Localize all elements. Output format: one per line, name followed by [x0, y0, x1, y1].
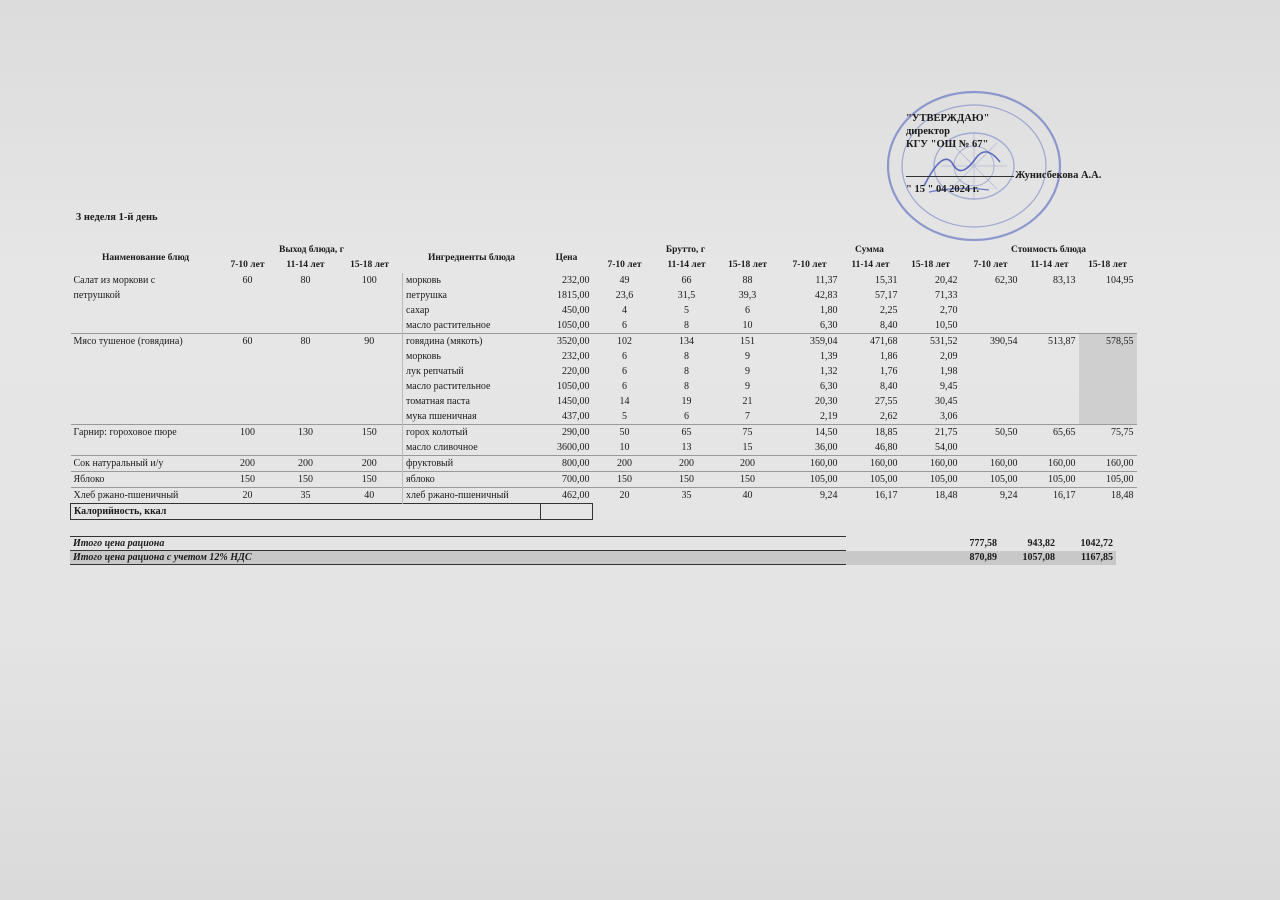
price-cell: 450,00: [562, 305, 590, 316]
sum-cell: 15,31: [875, 275, 898, 286]
brutto-cell: 10: [742, 320, 753, 331]
table-row: [71, 364, 1137, 379]
cost-cell: 105,00: [1079, 472, 1137, 488]
cost-cell: [1079, 394, 1137, 409]
yield-cell: 90: [337, 334, 403, 350]
brutto-cell: 200: [593, 456, 657, 472]
subheader-age: 7-10 лет: [607, 260, 642, 270]
brutto-cell: 8: [684, 366, 689, 377]
yield-cell: 200: [221, 456, 275, 472]
ingredient-cell: хлеб ржано-пшеничный: [403, 488, 541, 504]
sum-cell: 3,06: [940, 411, 958, 422]
table-row: [71, 288, 1137, 303]
brutto-cell: 39,3: [738, 290, 757, 301]
sum-cell: 471,68: [841, 334, 901, 350]
sum-cell: 71,33: [935, 290, 958, 301]
cost-cell: [1079, 318, 1137, 334]
signature-line: [906, 176, 1014, 177]
subheader-age: 15-18 лет: [350, 260, 389, 270]
sum-cell: 30,45: [935, 396, 958, 407]
brutto-cell: 151: [717, 334, 779, 350]
price-cell: 1050,00: [557, 320, 590, 331]
table-row: [71, 440, 1137, 456]
total-value: 777,58: [969, 538, 997, 549]
ingredient-cell: сахар: [403, 303, 541, 318]
yield-cell: 35: [275, 488, 337, 504]
header-sum: Сумма: [855, 245, 884, 255]
cost-cell: 160,00: [1021, 456, 1079, 472]
sum-cell: 8,40: [880, 381, 898, 392]
yield-cell: [275, 349, 337, 364]
brutto-cell: 5: [622, 411, 627, 422]
brutto-cell: 7: [745, 411, 750, 422]
dish-name-cell: петрушкой: [73, 290, 121, 301]
subheader-age: 15-18 лет: [728, 260, 767, 270]
subheader-age: 11-14 лет: [1030, 260, 1069, 270]
total-vat-value: 1167,85: [1058, 551, 1116, 565]
brutto-cell: 88: [742, 275, 753, 286]
cost-cell: [1021, 440, 1079, 456]
brutto-cell: 15: [742, 442, 753, 453]
table-row: [71, 303, 1137, 318]
cost-cell: [961, 394, 1021, 409]
ingredient-cell: морковь: [403, 273, 541, 288]
total-spacer: [846, 537, 942, 551]
yield-cell: [221, 364, 275, 379]
sum-cell: 21,75: [901, 425, 961, 441]
yield-cell: 150: [337, 425, 403, 441]
ingredient-cell: говядина (мякоть): [403, 334, 541, 350]
dish-name-cell: Сок натуральный и/у: [71, 456, 221, 472]
price-cell: 3600,00: [557, 442, 590, 453]
sum-cell: 10,50: [935, 320, 958, 331]
calories-label: Калорийность, ккал: [71, 504, 541, 520]
brutto-cell: 9: [745, 381, 750, 392]
sum-cell: 54,00: [935, 442, 958, 453]
week-title: 3 неделя 1-й день: [76, 212, 158, 223]
subheader-age: 7-10 лет: [792, 260, 827, 270]
yield-cell: 100: [361, 275, 377, 286]
approval-block: [906, 112, 989, 151]
yield-cell: 20: [221, 488, 275, 504]
brutto-cell: 75: [717, 425, 779, 441]
brutto-cell: 200: [717, 456, 779, 472]
sum-cell: 6,30: [820, 320, 838, 331]
brutto-cell: 40: [717, 488, 779, 504]
table-row: [71, 394, 1137, 409]
cost-cell: 83,13: [1053, 275, 1076, 286]
sum-cell: 20,42: [935, 275, 958, 286]
brutto-cell: 23,6: [615, 290, 634, 301]
total-vat-spacer: [846, 551, 942, 565]
price-cell: 220,00: [562, 366, 590, 377]
yield-cell: [221, 303, 275, 318]
cost-cell: [1079, 303, 1137, 318]
dish-name-cell: [71, 394, 221, 409]
table-row: [71, 349, 1137, 364]
sum-cell: 2,19: [820, 411, 838, 422]
sum-cell: 2,70: [940, 305, 958, 316]
cost-cell: [1021, 349, 1079, 364]
subheader-age: 7-10 лет: [973, 260, 1008, 270]
table-row: [71, 334, 1137, 350]
ingredient-cell: лук репчатый: [403, 364, 541, 379]
yield-cell: 80: [275, 334, 337, 350]
cost-cell: [1079, 364, 1137, 379]
cost-cell: [1021, 318, 1079, 334]
yield-cell: [221, 349, 275, 364]
yield-cell: [337, 364, 403, 379]
yield-cell: 60: [242, 275, 253, 286]
total-vat-row: [70, 551, 1116, 565]
table-row: [71, 318, 1137, 334]
brutto-cell: 49: [619, 275, 630, 286]
cost-cell: [961, 364, 1021, 379]
dish-name-cell: [71, 364, 221, 379]
ingredient-cell: фруктовый: [403, 456, 541, 472]
sum-cell: 1,80: [820, 305, 838, 316]
subheader-age: 15-18 лет: [1088, 260, 1127, 270]
sum-cell: 42,83: [815, 290, 838, 301]
header-ingredients: Ингредиенты блюда: [427, 252, 516, 263]
sum-cell: 9,45: [940, 381, 958, 392]
cost-cell: [1079, 349, 1137, 364]
yield-cell: [337, 303, 403, 318]
brutto-cell: 9: [745, 366, 750, 377]
approval-date: " 15 " 04 2024 г.: [906, 184, 979, 195]
brutto-cell: 65: [657, 425, 717, 441]
sum-cell: 16,17: [841, 488, 901, 504]
cost-cell: 104,95: [1106, 275, 1134, 286]
cost-cell: 105,00: [1021, 472, 1079, 488]
yield-cell: 200: [275, 456, 337, 472]
sum-cell: 27,55: [875, 396, 898, 407]
sum-cell: 2,09: [940, 351, 958, 362]
menu-table: [70, 243, 1137, 520]
sum-cell: 8,40: [880, 320, 898, 331]
yield-cell: [337, 379, 403, 394]
yield-cell: 150: [221, 472, 275, 488]
price-cell: 232,00: [562, 351, 590, 362]
calories-spacer: [593, 504, 1137, 520]
sum-cell: 14,50: [779, 425, 841, 441]
sum-cell: 1,86: [880, 351, 898, 362]
sum-cell: 57,17: [875, 290, 898, 301]
sum-cell: 105,00: [901, 472, 961, 488]
yield-cell: [221, 379, 275, 394]
dish-name-cell: [71, 440, 221, 456]
cost-cell: 160,00: [1079, 456, 1137, 472]
brutto-cell: 6: [622, 381, 627, 392]
ingredient-cell: морковь: [403, 349, 541, 364]
brutto-cell: 8: [684, 351, 689, 362]
cost-cell: [961, 409, 1021, 425]
cost-cell: 105,00: [961, 472, 1021, 488]
brutto-cell: 6: [622, 351, 627, 362]
table-row: [71, 379, 1137, 394]
yield-cell: 200: [337, 456, 403, 472]
yield-cell: [337, 318, 403, 334]
ingredient-cell: петрушка: [403, 288, 541, 303]
price-cell: 1450,00: [557, 396, 590, 407]
total-vat-label: Итого цена рациона с учетом 12% НДС: [70, 551, 846, 565]
cost-cell: 578,55: [1079, 334, 1137, 350]
cost-cell: 18,48: [1079, 488, 1137, 504]
brutto-cell: 150: [593, 472, 657, 488]
brutto-cell: 102: [593, 334, 657, 350]
sum-cell: 105,00: [779, 472, 841, 488]
subheader-age: 7-10 лет: [230, 260, 265, 270]
brutto-cell: 35: [657, 488, 717, 504]
cost-cell: 75,75: [1079, 425, 1137, 441]
yield-cell: [221, 409, 275, 425]
calories-row: [71, 504, 1137, 520]
header-yield: Выход блюда, г: [279, 245, 344, 255]
cost-cell: 16,17: [1021, 488, 1079, 504]
brutto-cell: 31,5: [677, 290, 696, 301]
total-vat-value: 1057,08: [1000, 551, 1058, 565]
cost-cell: [1079, 288, 1137, 303]
yield-cell: 150: [275, 472, 337, 488]
total-vat-value: 870,89: [942, 551, 1000, 565]
brutto-cell: 21: [742, 396, 753, 407]
table-header-row: [71, 243, 1137, 258]
table-body: [71, 273, 1137, 504]
subheader-age: 11-14 лет: [286, 260, 325, 270]
yield-cell: 150: [337, 472, 403, 488]
cost-cell: 390,54: [961, 334, 1021, 350]
yield-cell: [275, 303, 337, 318]
header-price: Цена: [555, 252, 578, 263]
totals-table: [70, 536, 1116, 565]
yield-cell: [337, 409, 403, 425]
table-row: [71, 273, 1137, 288]
yield-cell: [337, 288, 403, 303]
price-cell: 1815,00: [557, 290, 590, 301]
yield-cell: [275, 364, 337, 379]
subheader-age: 11-14 лет: [667, 260, 706, 270]
approval-organization: КГУ "ОШ № 67": [906, 139, 989, 150]
brutto-cell: 5: [684, 305, 689, 316]
cost-cell: [1021, 409, 1079, 425]
price-cell: 290,00: [541, 425, 593, 441]
yield-cell: [275, 409, 337, 425]
yield-cell: [337, 440, 403, 456]
sum-cell: 9,24: [779, 488, 841, 504]
price-cell: 437,00: [562, 411, 590, 422]
table-subheader-row: [71, 258, 1137, 273]
cost-cell: [961, 349, 1021, 364]
brutto-cell: 150: [717, 472, 779, 488]
yield-cell: [275, 440, 337, 456]
sum-cell: 2,62: [880, 411, 898, 422]
sum-cell: 36,00: [815, 442, 838, 453]
cost-cell: [1079, 440, 1137, 456]
dish-name-cell: Гарнир: гороховое пюре: [71, 425, 221, 441]
sum-cell: 1,39: [820, 351, 838, 362]
yield-cell: [275, 379, 337, 394]
brutto-cell: 134: [657, 334, 717, 350]
dish-name-cell: Хлеб ржано-пшеничный: [71, 488, 221, 504]
sum-cell: 6,30: [820, 381, 838, 392]
price-cell: 462,00: [541, 488, 593, 504]
cost-cell: [961, 318, 1021, 334]
yield-cell: 100: [221, 425, 275, 441]
brutto-cell: 200: [657, 456, 717, 472]
subheader-age: 11-14 лет: [851, 260, 890, 270]
sum-cell: 160,00: [901, 456, 961, 472]
table-row: [71, 488, 1137, 504]
brutto-cell: 9: [745, 351, 750, 362]
brutto-cell: 6: [684, 411, 689, 422]
cost-cell: [1079, 409, 1137, 425]
yield-cell: [221, 394, 275, 409]
cost-cell: 50,50: [961, 425, 1021, 441]
subheader-age: 15-18 лет: [911, 260, 950, 270]
sum-cell: 1,98: [940, 366, 958, 377]
yield-cell: [275, 318, 337, 334]
table-row: [71, 425, 1137, 441]
sum-cell: 11,37: [815, 275, 838, 286]
yield-cell: [221, 440, 275, 456]
approval-position: директор: [906, 126, 951, 137]
cost-cell: [1021, 364, 1079, 379]
yield-cell: [337, 349, 403, 364]
ingredient-cell: мука пшеничная: [403, 409, 541, 425]
header-dish: Наименование блюд: [101, 252, 190, 263]
table-row: [71, 472, 1137, 488]
price-cell: 232,00: [562, 275, 590, 286]
cost-cell: [1021, 288, 1079, 303]
dish-name-cell: [71, 318, 221, 334]
table-row: [71, 409, 1137, 425]
yield-cell: [221, 288, 275, 303]
sum-cell: 1,76: [880, 366, 898, 377]
price-cell: 800,00: [541, 456, 593, 472]
yield-cell: 80: [300, 275, 311, 286]
brutto-cell: 66: [681, 275, 692, 286]
ingredient-cell: яблоко: [403, 472, 541, 488]
cost-cell: [961, 288, 1021, 303]
yield-cell: 40: [337, 488, 403, 504]
dish-name-cell: Яблоко: [71, 472, 221, 488]
dish-name-cell: Салат из моркови с: [73, 275, 156, 286]
ingredient-cell: томатная паста: [403, 394, 541, 409]
cost-cell: 65,65: [1021, 425, 1079, 441]
sum-cell: 46,80: [875, 442, 898, 453]
brutto-cell: 4: [622, 305, 627, 316]
yield-cell: 60: [221, 334, 275, 350]
cost-cell: 62,30: [995, 275, 1018, 286]
sum-cell: 20,30: [815, 396, 838, 407]
sum-cell: 160,00: [841, 456, 901, 472]
cost-cell: [1021, 303, 1079, 318]
ingredient-cell: масло сливочное: [403, 440, 541, 456]
total-label: Итого цена рациона: [70, 537, 846, 551]
brutto-cell: 14: [619, 396, 630, 407]
total-value: 943,82: [1027, 538, 1055, 549]
cost-cell: 513,87: [1021, 334, 1079, 350]
cost-cell: [961, 440, 1021, 456]
brutto-cell: 8: [684, 381, 689, 392]
sum-cell: 18,48: [901, 488, 961, 504]
yield-cell: [337, 394, 403, 409]
brutto-cell: 6: [622, 366, 627, 377]
dish-name-cell: Мясо тушеное (говядина): [71, 334, 221, 350]
cost-cell: [1021, 394, 1079, 409]
total-row: [70, 537, 1116, 551]
dish-name-cell: [71, 303, 221, 318]
sum-cell: 2,25: [880, 305, 898, 316]
ingredient-cell: масло растительное: [403, 379, 541, 394]
brutto-cell: 150: [657, 472, 717, 488]
brutto-cell: 19: [681, 396, 692, 407]
sum-cell: 105,00: [841, 472, 901, 488]
dish-name-cell: [71, 349, 221, 364]
table-row: [71, 456, 1137, 472]
cost-cell: [961, 379, 1021, 394]
brutto-cell: 13: [681, 442, 692, 453]
sum-cell: 359,04: [779, 334, 841, 350]
header-brutto: Брутто, г: [665, 245, 706, 255]
cost-cell: [1021, 379, 1079, 394]
brutto-cell: 6: [622, 320, 627, 331]
ingredient-cell: горох колотый: [403, 425, 541, 441]
sum-cell: 160,00: [779, 456, 841, 472]
dish-name-cell: [71, 409, 221, 425]
approval-title: "УТВЕРЖДАЮ": [906, 113, 990, 124]
brutto-cell: 50: [593, 425, 657, 441]
sum-cell: 1,32: [820, 366, 838, 377]
yield-cell: 130: [275, 425, 337, 441]
total-value: 1042,72: [1080, 538, 1113, 549]
cost-cell: [1079, 379, 1137, 394]
cost-cell: 160,00: [961, 456, 1021, 472]
approval-signer: Жунисбекова А.А.: [1015, 170, 1102, 181]
brutto-cell: 10: [619, 442, 630, 453]
price-cell: 1050,00: [557, 381, 590, 392]
yield-cell: [275, 288, 337, 303]
brutto-cell: 20: [593, 488, 657, 504]
yield-cell: [275, 394, 337, 409]
price-cell: 3520,00: [541, 334, 593, 350]
cost-cell: [961, 303, 1021, 318]
sum-cell: 18,85: [841, 425, 901, 441]
cost-cell: 9,24: [961, 488, 1021, 504]
brutto-cell: 6: [745, 305, 750, 316]
price-cell: 700,00: [541, 472, 593, 488]
dish-name-cell: [71, 379, 221, 394]
yield-cell: [221, 318, 275, 334]
calories-empty-cell: [541, 504, 593, 520]
sum-cell: 531,52: [901, 334, 961, 350]
ingredient-cell: масло растительное: [403, 318, 541, 334]
header-cost: Стоимость блюда: [1011, 245, 1086, 255]
brutto-cell: 8: [684, 320, 689, 331]
